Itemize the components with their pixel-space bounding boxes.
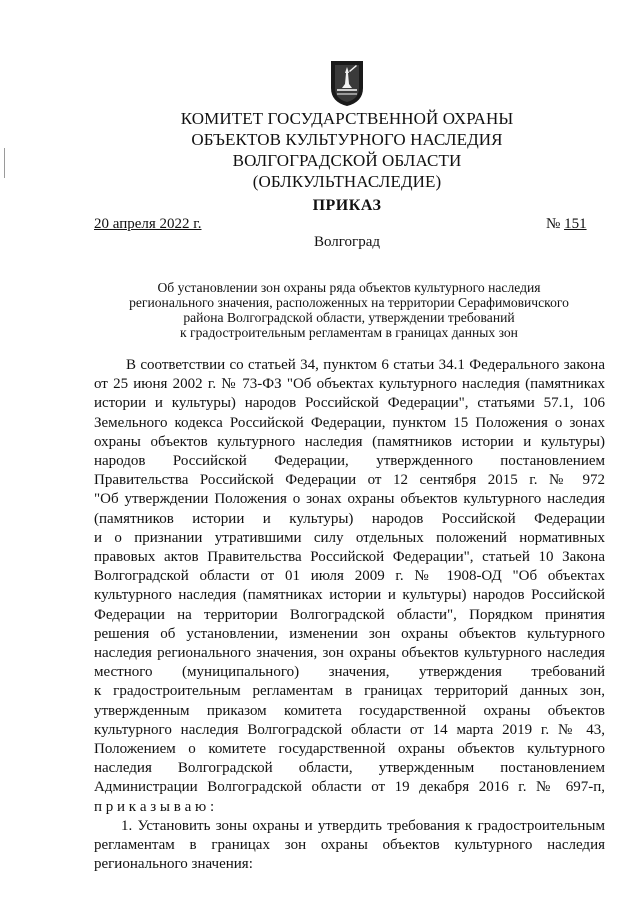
order-number-value: 151 (564, 216, 587, 232)
body-line: В соответствии со статьей 34, пунктом 6 статьи 34.1 Федерального закона (126, 357, 605, 373)
body-line: Администрации Волгоградской области от 19 декабря 2016 г. № 697-п, (94, 779, 605, 796)
subject-line: Об установлении зон охраны ряда объектов культурного наследия (157, 280, 541, 295)
body-line: наследия Волгоградской области, утвержденным постановлением (94, 760, 605, 777)
item-line: регламентам в границах зон охраны объектов культурного наследия (94, 837, 605, 854)
committee-line: ОБЪЕКТОВ КУЛЬТУРНОГО НАСЛЕДИЯ (191, 130, 503, 149)
body-line-order-verb: п р и к а з ы в а ю : (94, 798, 215, 815)
subject-line: регионального значения, расположенных на территории Серафимовичского (129, 295, 569, 310)
body-line: (памятников истории и культуры) народов Российской Федерации (94, 510, 605, 527)
body-line: утвержденным приказом комитета государственной охраны объектов (94, 702, 605, 719)
item-line: регионального значения: (94, 856, 253, 873)
subject-line: к градостроительным регламентам в границах данных зон (180, 325, 518, 340)
body-line: Волгоградской области от 01 июля 2009 г. № 1908-ОД "Об объектах (94, 568, 605, 585)
body-line: народов Российской Федерации, утвержденного постановлением (94, 453, 605, 470)
subject-line: района Волгоградской области, утверждении требований (183, 310, 515, 325)
order-date: 20 апреля 2022 г. (94, 216, 202, 232)
body-line: Положением о комитете государственной охраны объектов культурного (94, 741, 605, 758)
body-line: культурного наследия Волгоградской области от 14 марта 2019 г. № 43, (94, 721, 605, 738)
body-line: Земельного кодекса Российской Федерации, пунктом 15 Положения о зонах (94, 414, 605, 431)
order-number (546, 216, 587, 233)
committee-line: КОМИТЕТ ГОСУДАРСТВЕННОЙ ОХРАНЫ (180, 109, 514, 128)
body-line: решения об установлении, изменении зон охраны объектов культурного (94, 625, 605, 642)
body-line: культурного наследия (памятниках истории и культуры) народов Российской (94, 587, 605, 604)
body-line: правовых актов Правительства Российской Федерации", статьей 10 Закона (94, 549, 605, 566)
body-line: к градостроительным регламентам в границах территорий данных зон, (94, 683, 605, 700)
committee-line: (ОБЛКУЛЬТНАСЛЕДИЕ) (252, 172, 442, 191)
committee-line: ВОЛГОГРАДСКОЙ ОБЛАСТИ (232, 151, 462, 170)
committee-name (150, 108, 544, 192)
order-body (94, 356, 605, 874)
body-line: от 25 июня 2002 г. № 73-ФЗ "Об объектах культурного наследия (памятниках (94, 376, 605, 393)
body-line: Правительства Российской Федерации от 12 сентября 2015 г. № 972 (94, 472, 605, 489)
order-subject (94, 280, 604, 340)
body-line: и о признании утратившими силу отдельных положений нормативных (94, 529, 605, 546)
body-line: наследия регионального значения, зон охраны объектов культурного наследия (94, 645, 605, 662)
order-number-prefix: № (546, 216, 565, 232)
scan-margin-mark (4, 148, 5, 178)
body-line: истории и культуры) народов Российской Федерации", статьями 57.1, 106 (94, 395, 605, 412)
body-line: охраны объектов культурного наследия (памятников истории и культуры) (94, 433, 605, 450)
order-city: Волгоград (313, 234, 380, 250)
body-line: местного (муниципального) значения, утверждения требований (94, 664, 605, 681)
body-line: Федерации на территории Волгоградской области", Порядком принятия (94, 606, 605, 623)
order-title: ПРИКАЗ (312, 197, 382, 214)
volgograd-coat-of-arms-icon (328, 58, 366, 108)
body-line: "Об утверждении Положения о зонах охраны объектов культурного наследия (94, 491, 605, 508)
item-line: 1. Установить зоны охраны и утвердить требования к градостроительным (121, 817, 605, 834)
